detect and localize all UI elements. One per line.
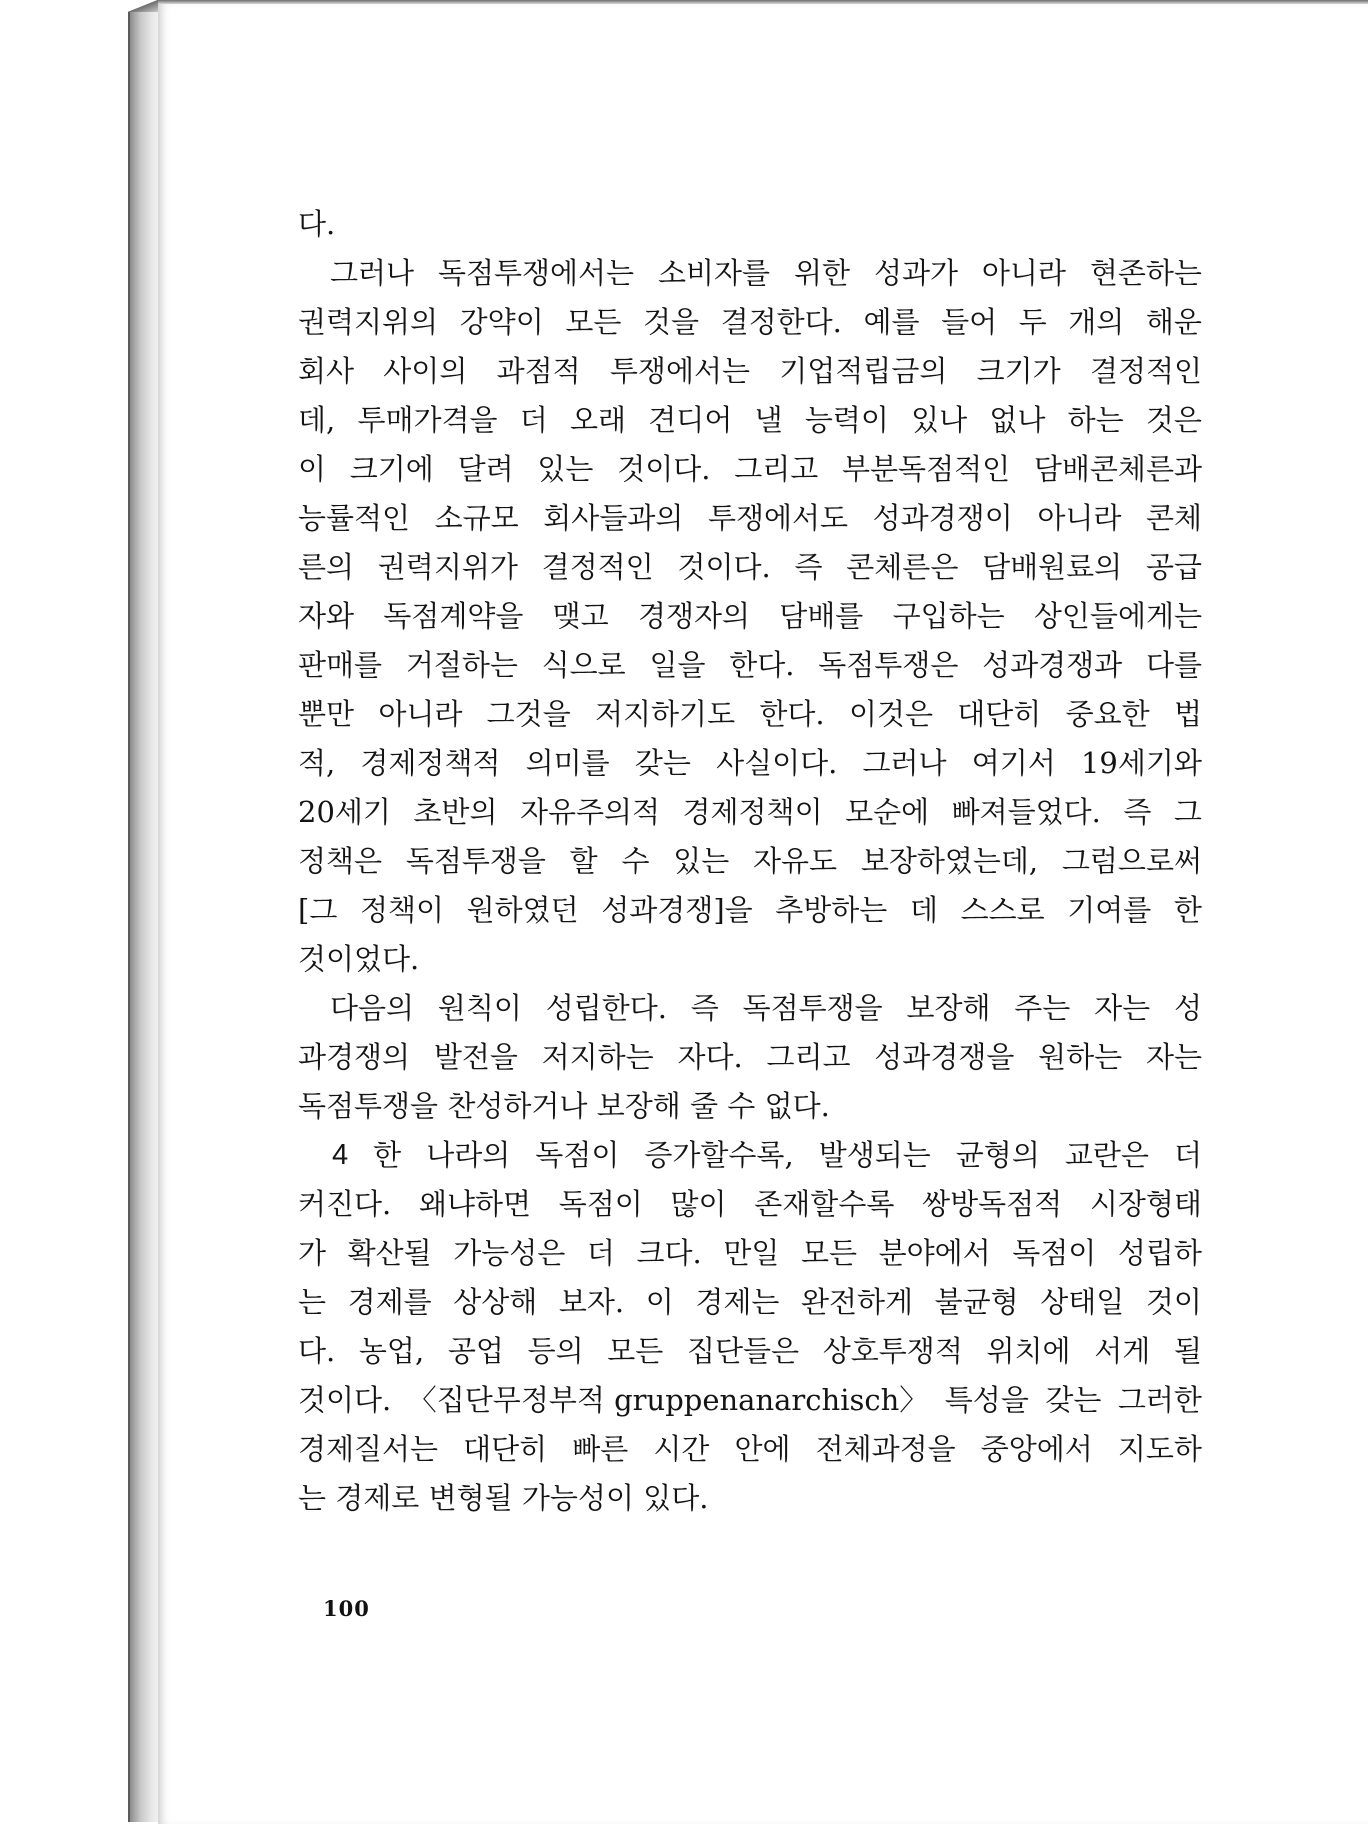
- page-number: 100: [323, 1596, 370, 1621]
- text-line: [298, 690, 1202, 739]
- word: 다.: [298, 207, 336, 241]
- word: 모든: [565, 305, 622, 339]
- word: 커진다.: [298, 1187, 392, 1221]
- text-line: [298, 788, 1202, 837]
- word: 성립하: [1117, 1236, 1202, 1270]
- word: 주는: [1014, 991, 1071, 1025]
- word: 콘체른은: [846, 550, 959, 584]
- word: 경제질서는: [298, 1432, 439, 1466]
- word: 정책은: [298, 844, 383, 878]
- word: 자유도: [753, 844, 838, 878]
- word: 독점투쟁에서는: [437, 256, 635, 290]
- word: 발전을: [433, 1040, 518, 1074]
- word: 균형의: [955, 1138, 1040, 1172]
- word: 빠져들었다.: [951, 795, 1101, 829]
- word: 들어: [941, 305, 998, 339]
- word: 가능성이: [521, 1481, 634, 1515]
- word: 경제로: [335, 1481, 420, 1515]
- word: 것을: [642, 305, 699, 339]
- text-line: [298, 298, 1202, 347]
- word: 능률적인: [298, 501, 411, 535]
- word: 가능성은: [453, 1236, 566, 1270]
- word: 분야에서: [878, 1236, 991, 1270]
- word: 데: [909, 893, 938, 927]
- word: 즉: [1123, 795, 1152, 829]
- word: 있는: [537, 452, 594, 486]
- word: 담배를: [779, 599, 864, 633]
- word: 중앙에서: [980, 1432, 1093, 1466]
- text-line: [298, 1425, 1202, 1474]
- word: 식으로: [541, 648, 626, 682]
- word: 보장해: [906, 991, 991, 1025]
- word: 독점계약을: [383, 599, 524, 633]
- word: 중요한: [1065, 697, 1150, 731]
- text-line: [298, 886, 1202, 935]
- word: 발생되는: [818, 1138, 931, 1172]
- word: 있다.: [643, 1481, 709, 1515]
- word: 더: [519, 403, 548, 437]
- word: 모든: [607, 1334, 664, 1368]
- word: 보장하였는데,: [860, 844, 1039, 878]
- word: 많이: [670, 1187, 727, 1221]
- word: 자는: [1145, 1040, 1202, 1074]
- text-line: [298, 1033, 1202, 1082]
- word: 른의: [298, 550, 355, 584]
- word: 원칙이: [437, 991, 522, 1025]
- word: 한다.: [729, 648, 795, 682]
- word: 초반의: [413, 795, 498, 829]
- text-line: [298, 935, 1202, 984]
- word: 다.: [298, 1334, 336, 1368]
- word: 독점투쟁을: [405, 844, 546, 878]
- word: 4: [332, 1139, 349, 1171]
- word: 나라의: [426, 1138, 511, 1172]
- text-line: [298, 739, 1202, 788]
- word: 그리고: [766, 1040, 851, 1074]
- text-line: [298, 1131, 1202, 1180]
- word: 대단히: [463, 1432, 548, 1466]
- word: 불균형: [934, 1285, 1019, 1319]
- word: 경제정책적: [360, 746, 501, 780]
- word: 예를: [863, 305, 920, 339]
- word: 갖는: [1045, 1383, 1102, 1417]
- word: 보장해: [596, 1089, 681, 1123]
- book-spine-corner: [128, 0, 158, 12]
- word: 권력지위가: [377, 550, 518, 584]
- word: 기업적립금의: [779, 354, 948, 388]
- word: 그것을: [486, 697, 571, 731]
- text-line: [298, 1376, 1202, 1425]
- word: 성과경쟁을: [874, 1040, 1015, 1074]
- word: 저지하는: [541, 1040, 654, 1074]
- word: 대단히: [957, 697, 1042, 731]
- word: 능력이: [804, 403, 889, 437]
- word: 스스로: [960, 893, 1045, 927]
- word: 소비자를: [658, 256, 771, 290]
- word: 사이의: [383, 354, 468, 388]
- word: 투쟁에서도: [707, 501, 849, 535]
- word: 아니라: [981, 256, 1066, 290]
- word: 한다.: [759, 697, 825, 731]
- word: 상호투쟁적: [822, 1334, 963, 1368]
- word: 과점적: [496, 354, 581, 388]
- word: 더: [586, 1236, 615, 1270]
- word: 경쟁자의: [637, 599, 750, 633]
- word: 소규모: [434, 501, 519, 535]
- text-line: [298, 445, 1202, 494]
- word: 성립한다.: [545, 991, 667, 1025]
- word: 전체과정을: [815, 1432, 956, 1466]
- word: 가: [298, 1236, 327, 1270]
- word: 없나: [989, 403, 1046, 437]
- text-line: [298, 1180, 1202, 1229]
- word: 모순에: [845, 795, 930, 829]
- word: 농업,: [358, 1334, 425, 1368]
- text-line: [298, 494, 1202, 543]
- word: 독점투쟁은: [818, 648, 959, 682]
- word: 〈집단무정부적 gruppenanarchisch〉: [407, 1383, 929, 1417]
- word: 할: [569, 844, 598, 878]
- word: 그리고: [734, 452, 819, 486]
- word: 다음의: [330, 991, 415, 1025]
- word: 더: [1173, 1138, 1202, 1172]
- word: 것이다.: [298, 1383, 392, 1417]
- word: 크기에: [349, 452, 434, 486]
- word: 권력지위의: [298, 305, 439, 339]
- word: 성: [1173, 991, 1202, 1025]
- word: 독점이: [1012, 1236, 1097, 1270]
- word: 콘체: [1145, 501, 1202, 535]
- word: 수: [727, 1089, 756, 1123]
- word: 이: [298, 452, 327, 486]
- word: 낼: [754, 403, 783, 437]
- word: 다를: [1145, 648, 1202, 682]
- word: 그럼으로써: [1061, 844, 1202, 878]
- word: 상인들에게는: [1033, 599, 1202, 633]
- word: 상태일: [1040, 1285, 1125, 1319]
- text-line: [298, 200, 1202, 249]
- word: 공급: [1145, 550, 1202, 584]
- word: 것이었다.: [298, 942, 420, 976]
- word: 의미를: [525, 746, 610, 780]
- word: 일을: [649, 648, 706, 682]
- word: 맺고: [552, 599, 609, 633]
- word: 증가할수록,: [644, 1138, 794, 1172]
- word: 자와: [298, 599, 355, 633]
- word: 찬성하거나: [447, 1089, 588, 1123]
- word: 독점이: [558, 1187, 643, 1221]
- word: 독점투쟁을: [742, 991, 883, 1025]
- word: 결정적인: [541, 550, 654, 584]
- word: 줄: [690, 1089, 719, 1123]
- word: 는: [298, 1481, 327, 1515]
- word: 투쟁에서는: [609, 354, 750, 388]
- word: 경제는: [695, 1285, 780, 1319]
- word: 서게: [1094, 1334, 1151, 1368]
- book-spine-shadow: [128, 10, 160, 1822]
- word: 성과경쟁과: [982, 648, 1123, 682]
- word: 완전하게: [800, 1285, 914, 1319]
- text-line: [298, 592, 1202, 641]
- text-line: [298, 1327, 1202, 1376]
- word: 보자.: [558, 1285, 625, 1319]
- word: 있는: [673, 844, 730, 878]
- word: 존재할수록: [754, 1187, 895, 1221]
- word: 자는: [1094, 991, 1151, 1025]
- word: 적,: [298, 746, 336, 780]
- word: 거절하는: [405, 648, 518, 682]
- text-line: [298, 347, 1202, 396]
- word: 만일: [723, 1236, 780, 1270]
- word: 경제를: [347, 1285, 432, 1319]
- word: 이: [645, 1285, 674, 1319]
- word: 결정적인: [1089, 354, 1202, 388]
- word: 지도하: [1117, 1432, 1202, 1466]
- text-line: [298, 1278, 1202, 1327]
- word: 아니라: [1037, 501, 1122, 535]
- word: 될: [1173, 1334, 1202, 1368]
- word: 등의: [527, 1334, 584, 1368]
- word: 즉: [690, 991, 719, 1025]
- word: 회사들과의: [543, 501, 684, 535]
- word: 담배원료의: [982, 550, 1123, 584]
- text-line: [298, 396, 1202, 445]
- word: 경제정책이: [682, 795, 823, 829]
- text-line: [298, 543, 1202, 592]
- word: 구입하는: [892, 599, 1005, 633]
- word: 원하였던: [466, 893, 579, 927]
- body-text: [298, 200, 1202, 1523]
- word: 그: [1173, 795, 1202, 829]
- word: 독점투쟁을: [298, 1089, 439, 1123]
- word: 것이다.: [677, 550, 771, 584]
- word: 현존하는: [1089, 256, 1202, 290]
- word: 그러나: [862, 746, 947, 780]
- word: 갖는: [634, 746, 691, 780]
- word: 데,: [298, 403, 336, 437]
- word: 크기가: [976, 354, 1061, 388]
- word: 사실이다.: [716, 746, 838, 780]
- word: 추방하는: [775, 893, 888, 927]
- word: 집단들은: [687, 1334, 800, 1368]
- word: 시장형태: [1089, 1187, 1202, 1221]
- word: 원하는: [1038, 1040, 1123, 1074]
- word: 자유주의적: [519, 795, 661, 829]
- word: 쌍방독점적: [922, 1187, 1063, 1221]
- word: 특성을: [944, 1383, 1029, 1417]
- word: 과경쟁의: [298, 1040, 411, 1074]
- word: 수: [621, 844, 650, 878]
- word: 강약이: [459, 305, 544, 339]
- word: 19세기와: [1080, 746, 1202, 780]
- word: 개의: [1068, 305, 1125, 339]
- word: 성과경쟁이: [872, 501, 1013, 535]
- word: 왜냐하면: [418, 1187, 532, 1221]
- word: 성과경쟁]을: [601, 893, 753, 927]
- word: 크다.: [636, 1236, 702, 1270]
- word: 위치에: [986, 1334, 1071, 1368]
- word: 해운: [1145, 305, 1202, 339]
- text-line: [298, 1082, 1202, 1131]
- word: 안에: [734, 1432, 791, 1466]
- text-line: [298, 837, 1202, 886]
- word: 교란은: [1064, 1138, 1149, 1172]
- word: 위한: [793, 256, 851, 290]
- word: 자다.: [677, 1040, 743, 1074]
- word: 그러나: [330, 256, 415, 290]
- word: 성과가: [873, 256, 958, 290]
- word: 판매를: [298, 648, 383, 682]
- word: 투매가격을: [357, 403, 498, 437]
- word: 그러한: [1117, 1383, 1202, 1417]
- word: [그: [298, 893, 338, 927]
- word: 달려: [457, 452, 514, 486]
- word: 이것은: [848, 697, 933, 731]
- text-line: [298, 1229, 1202, 1278]
- word: 담배콘체른과: [1033, 452, 1202, 486]
- text-line: [298, 249, 1202, 298]
- word: 있나: [911, 403, 968, 437]
- word: 오래: [570, 403, 627, 437]
- word: 기여를: [1067, 893, 1152, 927]
- word: 모든: [800, 1236, 858, 1270]
- word: 것이: [1145, 1285, 1202, 1319]
- word: 하는: [1067, 403, 1124, 437]
- word: 뿐만: [298, 697, 355, 731]
- word: 확산될: [347, 1236, 432, 1270]
- word: 부분독점적인: [842, 452, 1011, 486]
- word: 결정한다.: [720, 305, 842, 339]
- text-line: [298, 641, 1202, 690]
- word: 공업: [447, 1334, 504, 1368]
- word: 없다.: [764, 1089, 830, 1123]
- text-line: [298, 1474, 1202, 1523]
- word: 한: [373, 1138, 402, 1172]
- word: 는: [298, 1285, 327, 1319]
- word: 저지하기도: [595, 697, 736, 731]
- word: 변형될: [428, 1481, 513, 1515]
- word: 견디어: [648, 403, 733, 437]
- word: 것은: [1145, 403, 1202, 437]
- word: 빠른: [572, 1432, 629, 1466]
- word: 법: [1173, 697, 1202, 731]
- word: 한: [1173, 893, 1202, 927]
- word: 회사: [298, 354, 355, 388]
- word: 시간: [653, 1432, 710, 1466]
- word: 여기서: [971, 746, 1056, 780]
- word: 아니라: [378, 697, 463, 731]
- word: 두: [1018, 305, 1047, 339]
- text-line: [298, 984, 1202, 1033]
- word: 상상해: [453, 1285, 538, 1319]
- word: 정책이: [359, 893, 444, 927]
- word: 즉: [794, 550, 823, 584]
- word: 20세기: [298, 795, 391, 829]
- word: 것이다.: [617, 452, 711, 486]
- word: 독점이: [535, 1138, 620, 1172]
